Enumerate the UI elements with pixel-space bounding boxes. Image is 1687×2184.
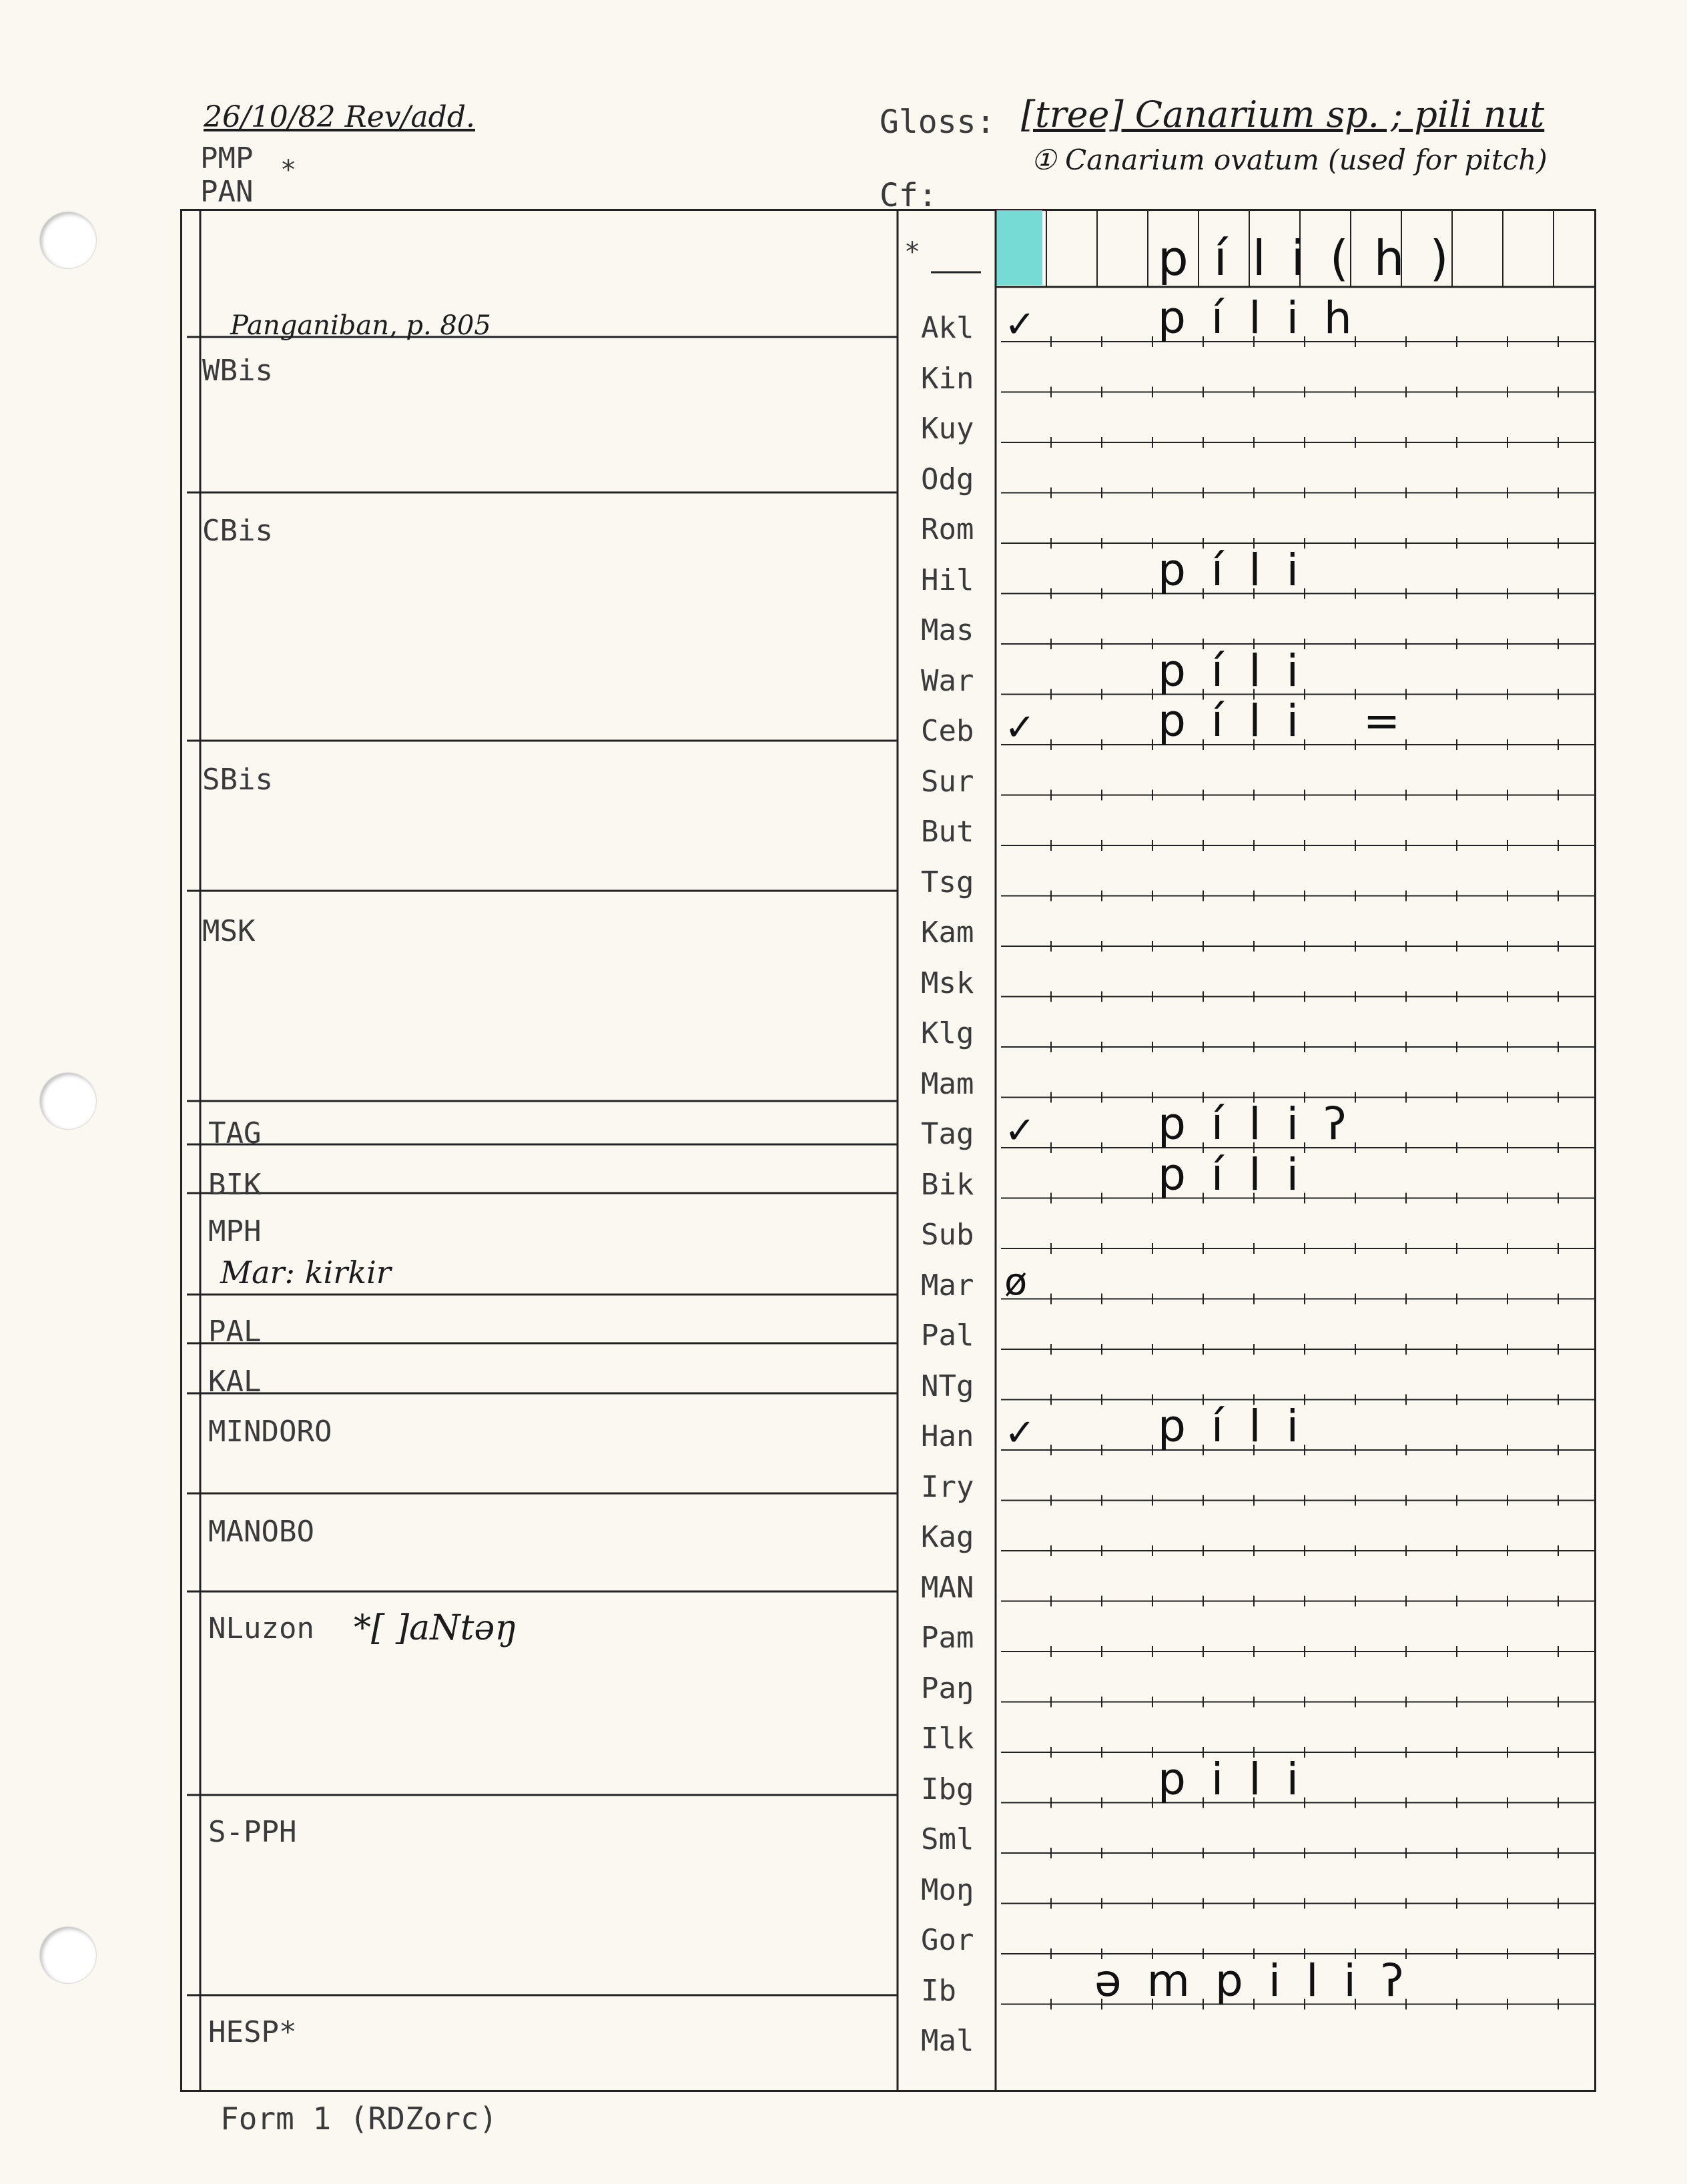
lang-code: Akl: [921, 311, 974, 345]
section-label: KAL: [208, 1365, 262, 1399]
pmp-label: PMP: [200, 141, 254, 175]
section-note: *[ ]aNtəŋ: [354, 1608, 517, 1648]
proto-star: *: [904, 237, 921, 268]
lang-code: Pal: [921, 1319, 974, 1353]
section-label: NLuzon: [208, 1611, 314, 1646]
lang-code: Kin: [921, 361, 974, 396]
lang-code: Odg: [921, 462, 974, 496]
section-label: PAL: [208, 1315, 262, 1349]
reflex-form: pili: [1158, 1753, 1324, 1805]
reflex-form: píli: [1158, 645, 1324, 697]
lang-code: Ilk: [921, 1722, 974, 1756]
section-label: CBis: [202, 514, 273, 548]
date-note: 26/10/82 Rev/add.: [204, 100, 475, 134]
section-label: MINDORO: [208, 1415, 332, 1449]
lang-code: Rom: [921, 512, 974, 547]
pmp-star: *: [280, 155, 297, 186]
section-label: S-PPH: [208, 1815, 297, 1849]
lang-code: Klg: [921, 1016, 974, 1050]
reflex-form: píli: [1158, 544, 1324, 596]
reflex-form: píli: [1158, 1148, 1324, 1200]
lang-code: Tag: [921, 1117, 974, 1151]
lang-code: Paŋ: [921, 1671, 974, 1706]
lang-code: Kam: [921, 916, 974, 950]
lang-code: NTg: [921, 1369, 974, 1403]
lang-code: Han: [921, 1419, 974, 1453]
lang-code: But: [921, 815, 974, 849]
reflex-form: píli: [1158, 1401, 1324, 1452]
lang-code: War: [921, 663, 974, 698]
lang-code: Msk: [921, 966, 974, 1000]
check-mark: ✓: [1004, 1109, 1036, 1152]
section-note: Panganiban, p. 805: [230, 310, 491, 341]
section-note: Mar: kirkir: [220, 1254, 391, 1291]
lang-code: Kuy: [921, 412, 974, 446]
check-mark: ✓: [1004, 1411, 1036, 1455]
section-label: HESP*: [208, 2015, 297, 2049]
lang-code: Sml: [921, 1822, 974, 1856]
lang-code: Sub: [921, 1218, 974, 1252]
lang-code: Hil: [921, 563, 974, 597]
lang-code: Mal: [921, 2024, 974, 2058]
reflex-form: píli =: [1158, 695, 1426, 747]
proto-form: píli(h): [1158, 230, 1474, 286]
lang-code: Gor: [921, 1923, 974, 1957]
gloss-value: [tree] Canarium sp. ; pili nut: [1021, 93, 1545, 135]
lang-code: MAN: [921, 1570, 974, 1605]
lang-code: Ceb: [921, 714, 974, 748]
lang-code: Mas: [921, 613, 974, 647]
reflex-form: pílih: [1158, 292, 1377, 344]
section-label: MANOBO: [208, 1515, 314, 1549]
check-mark: ✓: [1004, 303, 1036, 346]
pan-label: PAN: [200, 175, 254, 209]
section-label: BIK: [208, 1168, 262, 1202]
gloss-label: Gloss:: [880, 103, 996, 141]
lang-code: Mam: [921, 1066, 974, 1101]
cf-label: Cf:: [880, 177, 938, 214]
check-mark: ø: [1004, 1260, 1028, 1304]
gloss-note: ① Canarium ovatum (used for pitch): [1031, 143, 1548, 176]
lang-code: Ib: [921, 1973, 956, 2008]
section-label: MSK: [202, 914, 256, 948]
reflex-form: əmpiliʔ: [1094, 1954, 1429, 2007]
lang-code: Bik: [921, 1167, 974, 1202]
lang-code: Iry: [921, 1469, 974, 1504]
lang-code: Tsg: [921, 865, 974, 899]
lang-code: Moŋ: [921, 1872, 974, 1907]
check-mark: ✓: [1004, 706, 1036, 749]
section-label: TAG: [208, 1116, 262, 1150]
lang-code: Kag: [921, 1520, 974, 1554]
reflex-form: píliʔ: [1158, 1098, 1372, 1150]
lang-code: Mar: [921, 1268, 974, 1303]
footer-form-label: Form 1 (RDZorc): [220, 2101, 498, 2137]
lang-code: Sur: [921, 764, 974, 799]
lang-code: Pam: [921, 1621, 974, 1655]
lang-code: Ibg: [921, 1772, 974, 1806]
section-label: MPH: [208, 1214, 262, 1248]
section-label: WBis: [202, 354, 273, 388]
section-label: SBis: [202, 763, 273, 797]
